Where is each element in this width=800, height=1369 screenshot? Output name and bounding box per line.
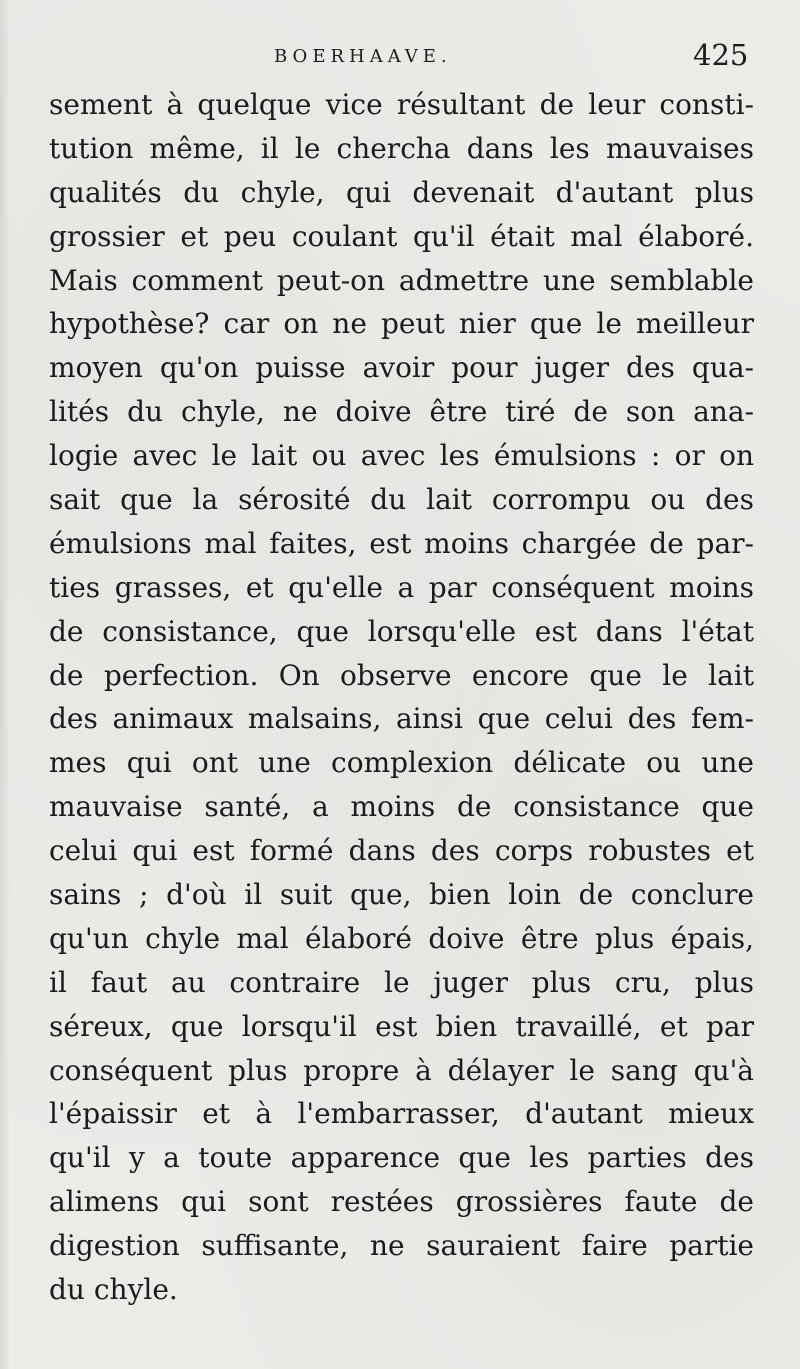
text-line: l'épaissir et à l'embarrasser, d'autant mieux: [49, 1097, 754, 1131]
text-line: Mais comment peut-on admettre une semblable: [49, 263, 754, 297]
text-line: de perfection. On observe encore que le lait: [49, 658, 754, 692]
text-line: celui qui est formé dans des corps robustes et: [49, 834, 754, 868]
text-line: mes qui ont une complexion délicate ou une: [49, 746, 754, 780]
text-line-final: du chyle.: [49, 1273, 178, 1307]
text-line: tution même, il le chercha dans les mauvaises: [49, 131, 754, 165]
text-line: séreux, que lorsqu'il est bien travaillé, et par: [49, 1009, 754, 1043]
text-line: logie avec le lait ou avec les émulsions : or on: [49, 439, 754, 473]
text-line: sait que la sérosité du lait corrompu ou des: [49, 483, 754, 517]
text-line: hypothèse? car on ne peut nier que le meilleur: [49, 307, 754, 341]
text-line: sains ; d'où il suit que, bien loin de conclure: [49, 878, 754, 912]
text-line: ties grasses, et qu'elle a par conséquent moins: [49, 570, 754, 604]
text-line: qualités du chyle, qui devenait d'autant plus: [49, 175, 754, 209]
page-gutter-shadow: [0, 0, 10, 1369]
text-line: lités du chyle, ne doive être tiré de son ana-: [49, 395, 754, 429]
text-line: des animaux malsains, ainsi que celui des fem-: [49, 702, 754, 736]
running-head: [0, 36, 800, 80]
text-line: sement à quelque vice résultant de leur consti-: [49, 88, 754, 121]
text-line: émulsions mal faites, est moins chargée de par-: [49, 526, 754, 560]
text-line: il faut au contraire le juger plus cru, plus: [49, 965, 754, 999]
text-line: qu'il y a toute apparence que les parties des: [49, 1141, 754, 1175]
page-number: 425: [693, 38, 749, 72]
text-line: alimens qui sont restées grossières faute de: [49, 1185, 754, 1219]
text-line: conséquent plus propre à délayer le sang qu'à: [49, 1053, 754, 1087]
running-title: BOERHAAVE.: [274, 46, 452, 67]
text-line: de consistance, que lorsqu'elle est dans l'état: [49, 614, 754, 648]
text-line: grossier et peu coulant qu'il était mal élaboré.: [49, 219, 754, 253]
text-line: qu'un chyle mal élaboré doive être plus épais,: [49, 921, 754, 955]
text-line: moyen qu'on puisse avoir pour juger des qua-: [49, 351, 754, 385]
text-line: digestion suffisante, ne sauraient faire partie: [49, 1229, 754, 1263]
body-text: [49, 83, 754, 1312]
text-line: mauvaise santé, a moins de consistance que: [49, 790, 754, 824]
